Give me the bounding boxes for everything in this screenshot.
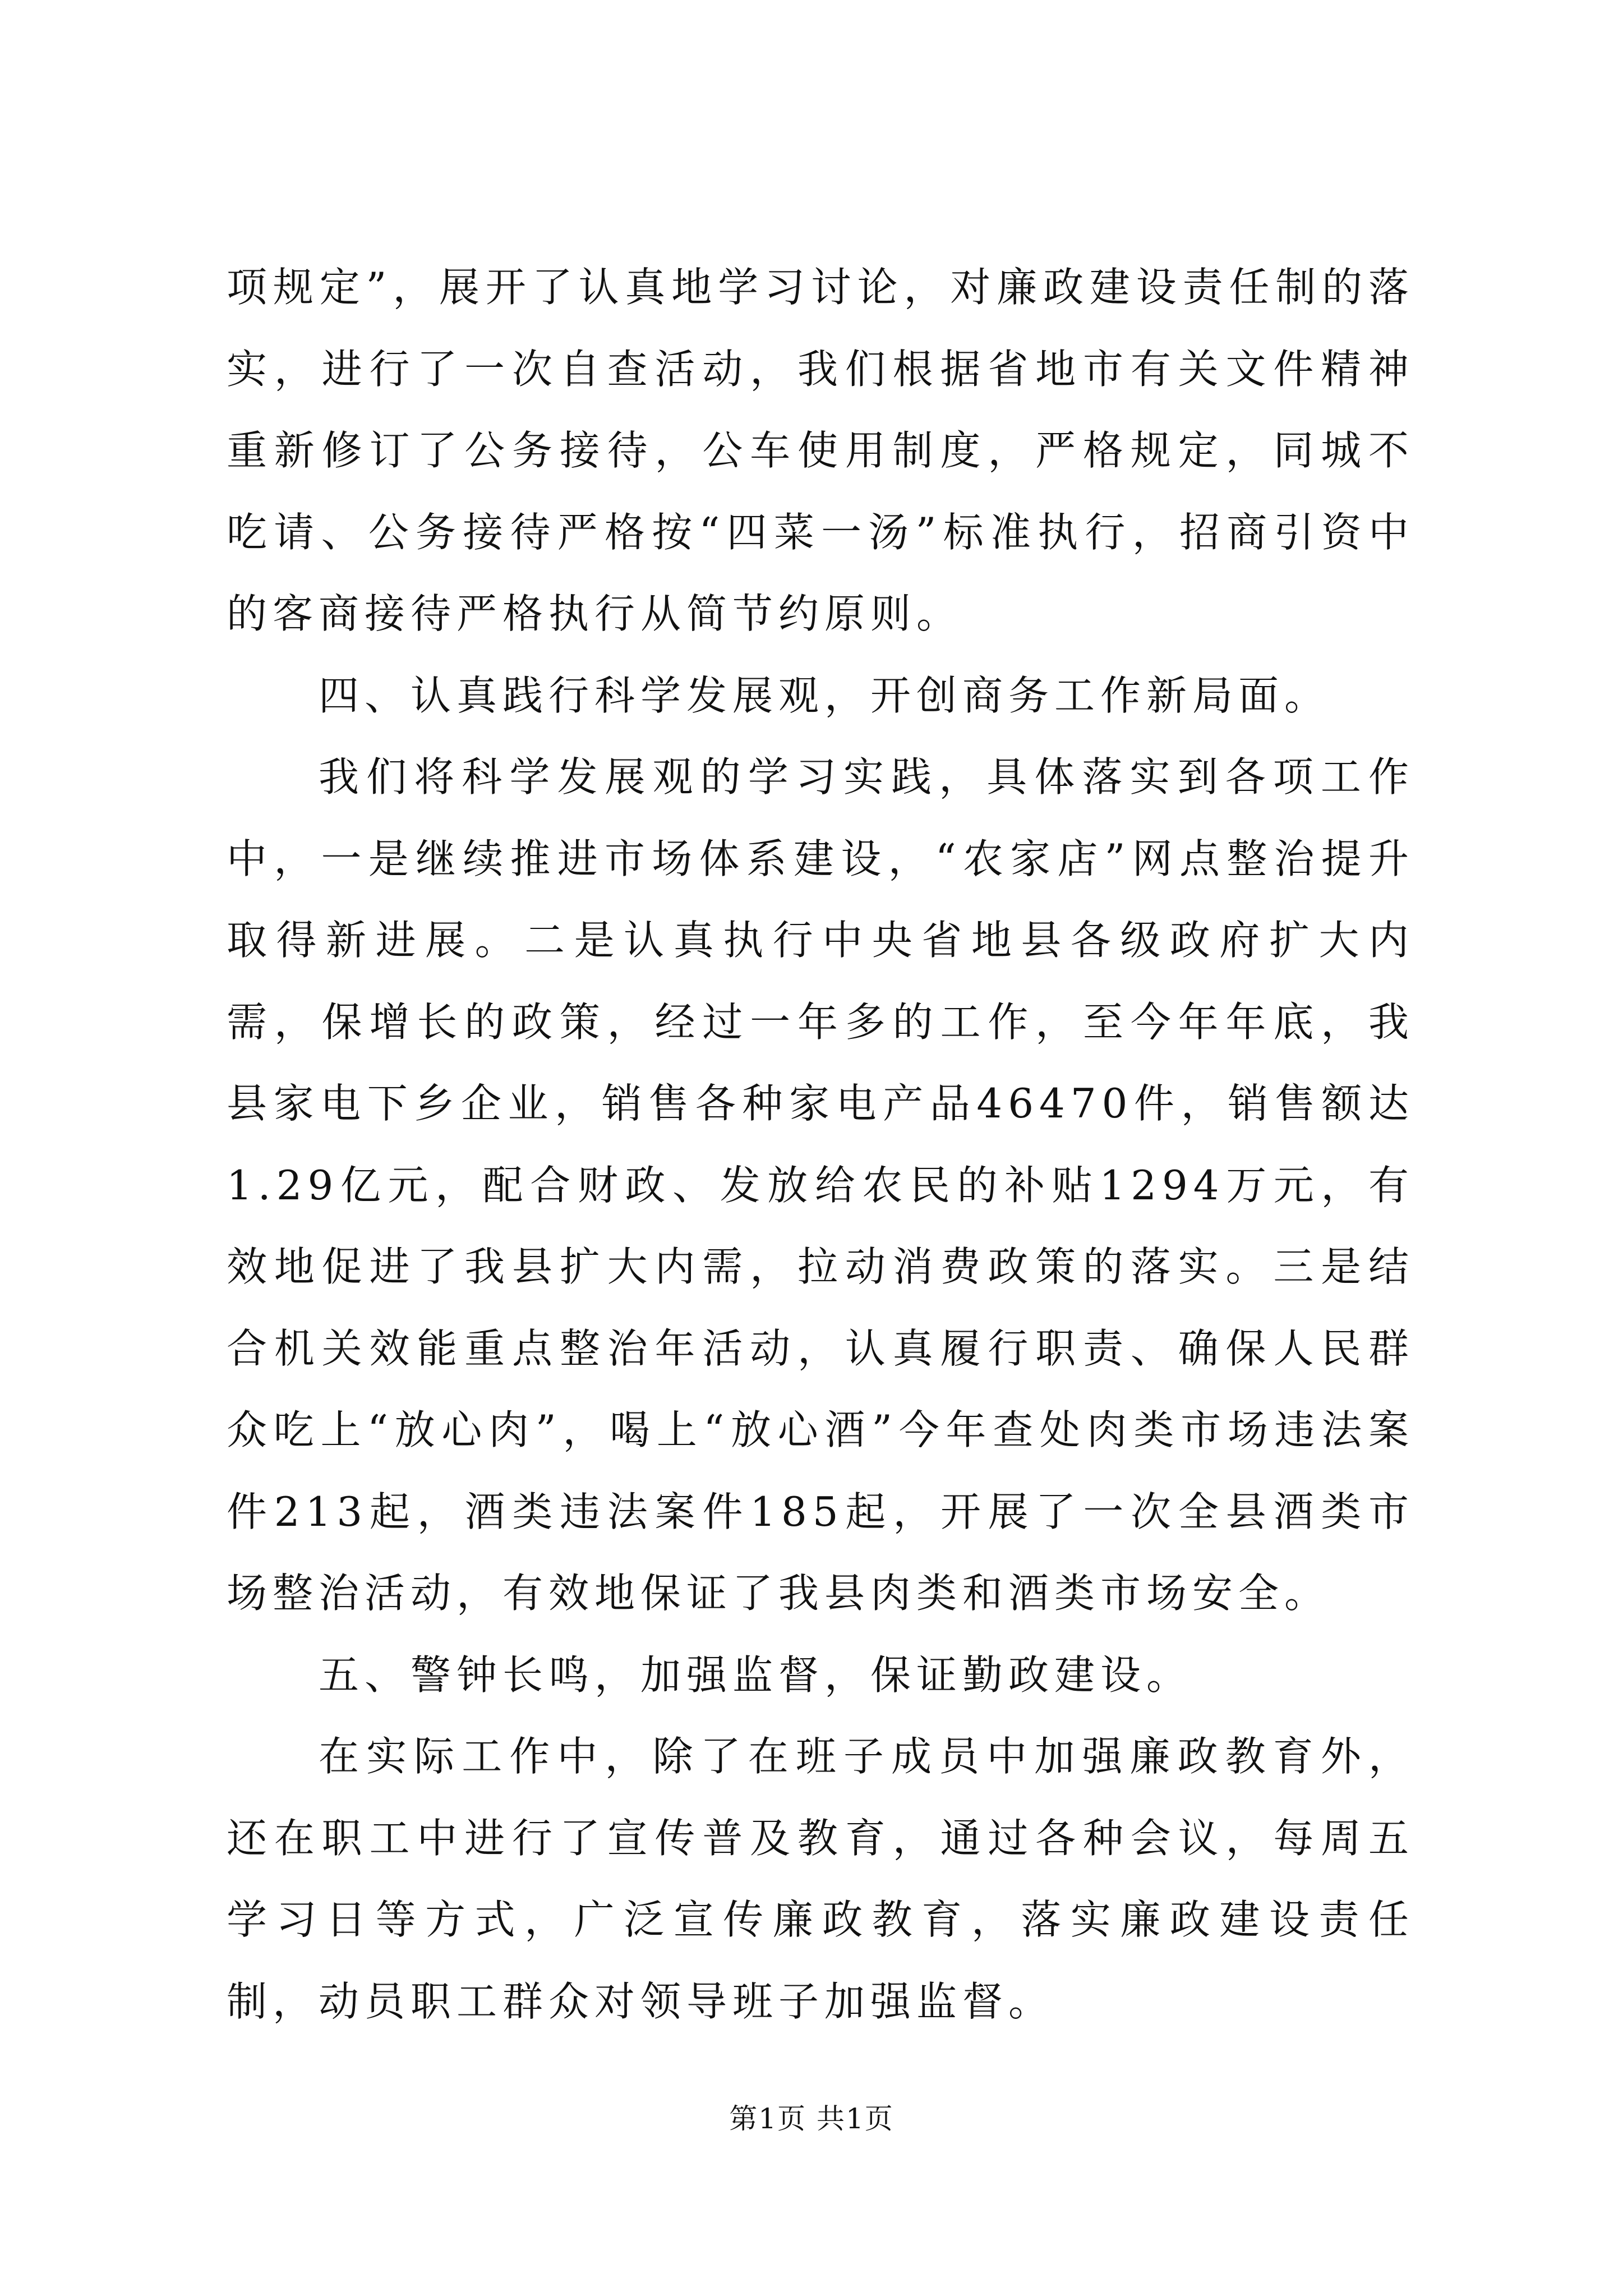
- paragraph-scientific-development: 我们将科学发展观的学习实践，具体落实到各项工作中，一是继续推进市场体系建设，“农家店”网点整治提升取得新进展。二是认真执行中央省地县各级政府扩大内需，保增长的政策，经过一年多的工作，至今年年底，我县家电下乡企业，销售各种家电产品46470件，销售额达1.29亿元，配合财政、发放给农民的补贴1294万元，有效地促进了我县扩大内需，拉动消费政策的落实。三是结合机关效能重点整治年活动，认真履行职责、确保人民群众吃上“放心肉”，喝上“放心酒”今年查处肉类市场违法案件213起，酒类违法案件185起，开展了一次全县酒类市场整治活动，有效地保证了我县肉类和酒类市场安全。: [227, 753, 1414, 1617]
- page-footer: 第1页 共1页: [729, 2102, 894, 2135]
- paragraph-continued-regulations: 项规定”，展开了认真地学习讨论，对廉政建设责任制的落实，进行了一次自查活动，我们根据省地市有关文件精神重新修订了公务接待，公车使用制度，严格规定，同城不吃请、公务接待严格按“四菜一汤”标准执行，招商引资中的客商接待严格执行从简节约原则。: [227, 264, 1414, 637]
- heading-section-five: 五、警钟长鸣，加强监督，保证勤政建设。: [319, 1651, 1193, 1699]
- document-body: [227, 247, 1414, 2042]
- paragraph-supervision: 在实际工作中，除了在班子成员中加强廉政教育外，还在职工中进行了宣传普及教育，通过各种会议，每周五学习日等方式，广泛宣传廉政教育，落实廉政建设责任制，动员职工群众对领导班子加强监督。: [227, 1733, 1414, 2025]
- heading-section-four: 四、认真践行科学发展观，开创商务工作新局面。: [319, 671, 1331, 719]
